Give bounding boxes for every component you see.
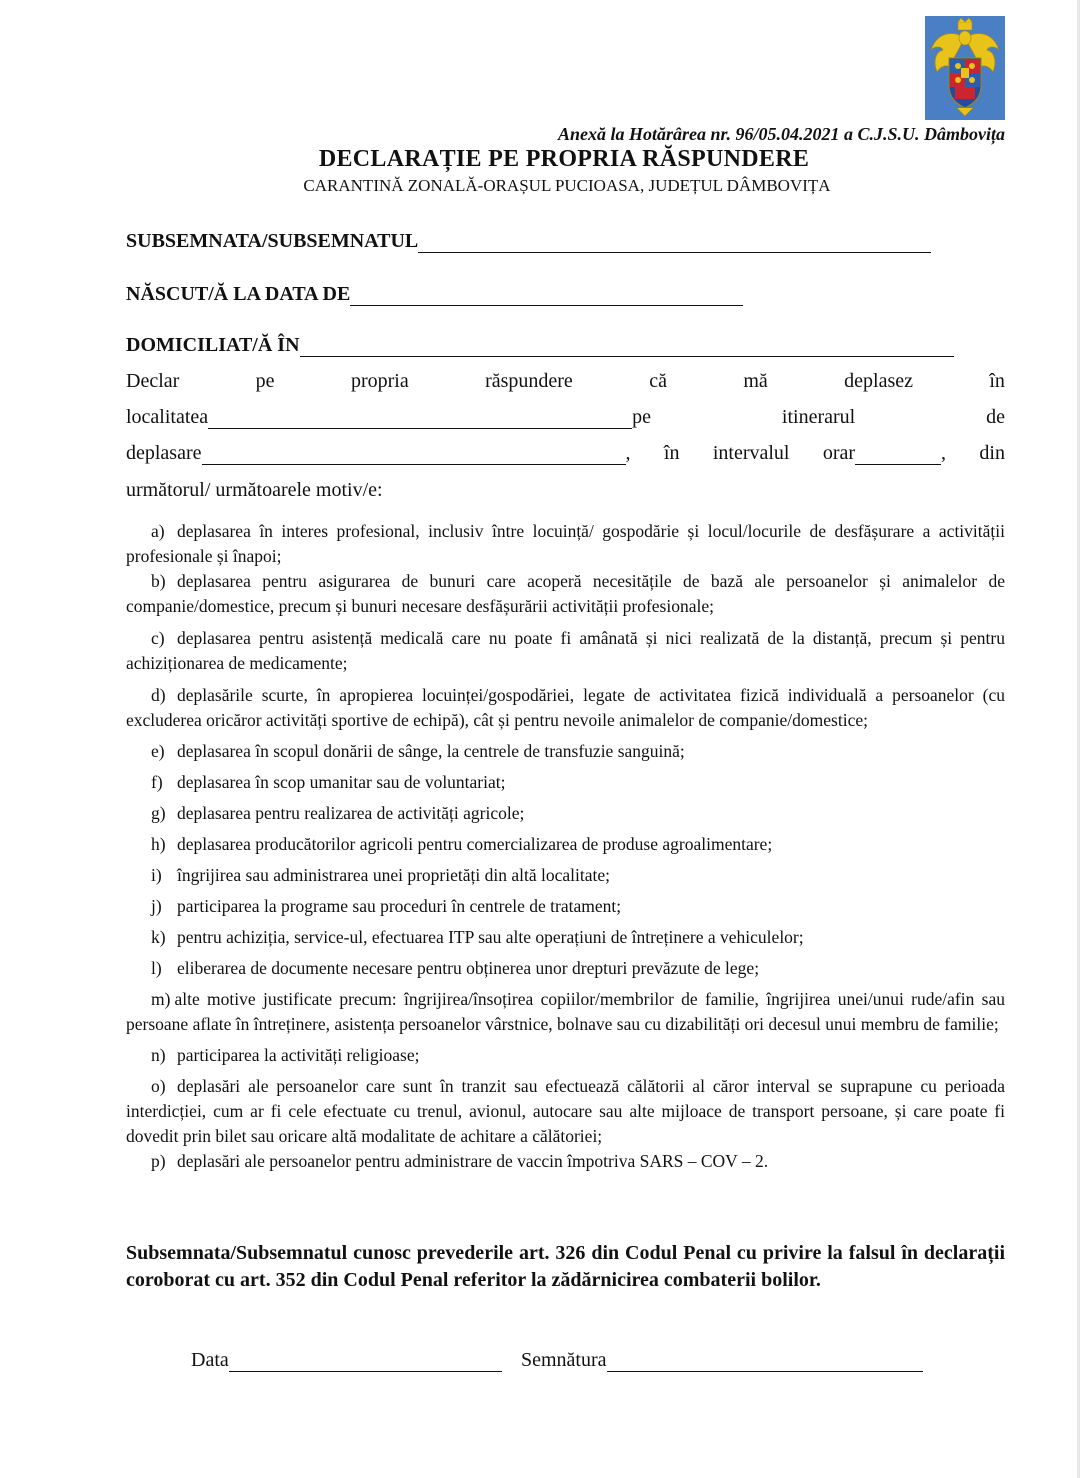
- birth-date-field: [126, 283, 743, 306]
- motive-c: [126, 626, 1005, 676]
- word: Declar: [126, 370, 180, 392]
- motive-m: [126, 987, 1005, 1037]
- motive-i: [126, 863, 1005, 888]
- motive-n: [126, 1043, 1005, 1068]
- motive-letter: i): [151, 865, 162, 885]
- motive-d: [126, 683, 1005, 733]
- word: pe: [632, 406, 652, 428]
- motive-text: deplasarea în interes profesional, inclusiv între locuință/ gospodărie și locul/locurile de desfășurare a activității profesionale și înapoi;: [126, 521, 1005, 566]
- word: propria: [350, 370, 409, 392]
- motive-text: participarea la programe sau proceduri în centrele de tratament;: [177, 896, 622, 916]
- motive-text: deplasarea producătorilor agricoli pentru comercializarea de produse agroalimentare;: [177, 834, 773, 854]
- motive-letter: k): [151, 927, 166, 947]
- name-label: SUBSEMNATA/SUBSEMNATUL: [126, 230, 419, 252]
- motive-g: [126, 801, 1005, 826]
- signature-label: Semnătura: [521, 1349, 607, 1371]
- word: intervalul: [712, 442, 790, 464]
- motive-a: [126, 519, 1005, 569]
- word: din: [979, 442, 1005, 464]
- motive-h: [126, 832, 1005, 857]
- date-label: Data: [191, 1349, 229, 1371]
- word: mă: [743, 370, 768, 392]
- motive-e: [126, 739, 1005, 764]
- signature-field: [521, 1349, 923, 1372]
- motive-letter: e): [151, 741, 165, 761]
- motive-f: [126, 770, 1005, 795]
- motive-text: deplasarea în scop umanitar sau de voluntariat;: [177, 772, 506, 792]
- route-label: deplasare: [126, 442, 202, 464]
- motive-text: eliberarea de documente necesare pentru obținerea unor drepturi prevăzute de lege;: [177, 958, 760, 978]
- coat-of-arms-icon: [925, 16, 1005, 120]
- motive-text: alte motive justificate precum: îngrijirea/însoțirea copiilor/membrilor de familie, îngrijirea unei/unui rude/afin sau persoane aflate în întreținere, asistența persoanelor vârstnice, bolnave sau cu dizabilități ori decesul unui membru de familie;: [126, 989, 1005, 1034]
- declaration-line-3: [126, 442, 1005, 465]
- motive-text: deplasarea în scopul donării de sânge, la centrele de transfuzie sanguină;: [177, 741, 685, 761]
- motive-text: deplasări ale persoanelor pentru administrare de vaccin împotriva SARS – COV – 2.: [177, 1151, 769, 1171]
- word: pe: [255, 370, 275, 392]
- birth-date-input-line[interactable]: [350, 287, 743, 306]
- legal-warning: Subsemnata/Subsemnatul cunosc prevederile art. 326 din Codul Penal cu privire la falsul în declarații coroborat cu art. 352 din Codul Penal referitor la zădărnicirea combaterii bolilor.: [126, 1242, 1005, 1291]
- comma: ,: [941, 442, 947, 464]
- word: itinerarul: [781, 406, 856, 428]
- motive-j: [126, 894, 1005, 919]
- route-input-line[interactable]: [202, 446, 626, 465]
- motive-text: deplasarea pentru asistență medicală care nu poate fi amânată și nici realizată de la distanță, precum și pentru achiziționarea de medicamente;: [126, 628, 1005, 673]
- motive-letter: j): [151, 896, 162, 916]
- motive-letter: n): [151, 1045, 166, 1065]
- motive-letter: p): [151, 1151, 166, 1171]
- motive-text: deplasarea pentru asigurarea de bunuri care acoperă necesitățile de bază ale persoanelor și animalelor de companie/domestice, precum și bunuri necesare desfășurării activității profesionale;: [126, 571, 1005, 616]
- date-field: [191, 1349, 502, 1372]
- birth-date-label: NĂSCUT/Ă LA DATA DE: [126, 283, 351, 305]
- word: că: [649, 370, 667, 392]
- time-interval-input-line[interactable]: [855, 446, 941, 465]
- locality-input-line[interactable]: [208, 410, 632, 429]
- motive-letter: f): [151, 772, 163, 792]
- document-title: DECLARAȚIE PE PROPRIA RĂSPUNDERE: [318, 146, 810, 172]
- domicile-label: DOMICILIAT/Ă ÎN: [126, 334, 300, 356]
- word: deplasez: [844, 370, 913, 392]
- word: de: [986, 406, 1005, 428]
- word: răspundere: [485, 370, 573, 392]
- motive-l: [126, 956, 1005, 981]
- document-subtitle: CARANTINĂ ZONALĂ-ORAȘUL PUCIOASA, JUDEȚUL DÂMBOVIȚA: [303, 176, 831, 195]
- motive-letter: a): [151, 521, 165, 541]
- name-input-line[interactable]: [418, 234, 931, 253]
- word: orar: [822, 442, 856, 464]
- motive-k: [126, 925, 1005, 950]
- annex-reference: Anexă la Hotărârea nr. 96/05.04.2021 a C.J.S.U. Dâmbovița: [557, 124, 1005, 144]
- domicile-field: [126, 334, 954, 357]
- motive-text: participarea la activități religioase;: [177, 1045, 420, 1065]
- declaration-line-2: [126, 406, 1005, 429]
- motive-letter: c): [151, 628, 165, 648]
- motive-text: deplasarea pentru realizarea de activități agricole;: [177, 803, 525, 823]
- name-field: [126, 230, 931, 253]
- motive-letter: m): [151, 989, 171, 1009]
- word: în: [663, 442, 680, 464]
- motive-text: deplasările scurte, în apropierea locuinței/gospodăriei, legate de activitatea fizică individuală a persoanelor (cu excluderea oricăror activități sportive de echipă), cât și pentru nevoile animalelor de companie/domestice;: [126, 685, 1005, 730]
- locality-label: localitatea: [126, 406, 209, 428]
- declaration-line-1: [126, 370, 1005, 393]
- motive-text: deplasări ale persoanelor care sunt în tranzit sau efectuează călătorii al căror interval se suprapune cu perioada interdicției, cum ar fi cele efectuate cu trenul, avionul, autocare sau alte mijloace de transport persoane, și care poate fi dovedit prin bilet sau oricare altă modalitate de achitare a călătoriei;: [126, 1076, 1005, 1146]
- word: în: [989, 370, 1005, 392]
- comma: ,: [625, 442, 631, 464]
- motive-b: [126, 569, 1005, 619]
- motive-letter: o): [151, 1076, 166, 1096]
- date-input-line[interactable]: [229, 1353, 502, 1372]
- motive-o: [126, 1074, 1005, 1149]
- motive-letter: d): [151, 685, 166, 705]
- motives-list: [126, 519, 1005, 1174]
- motive-text: îngrijirea sau administrarea unei proprietăți din altă localitate;: [177, 865, 610, 885]
- motive-letter: h): [151, 834, 166, 854]
- motive-text: pentru achiziția, service-ul, efectuarea ITP sau alte operațiuni de întreținere a vehiculelor;: [177, 927, 804, 947]
- motive-letter: b): [151, 571, 166, 591]
- domicile-input-line[interactable]: [300, 338, 954, 357]
- motive-letter: l): [151, 958, 162, 978]
- motives-intro: următorul/ următoarele motiv/e:: [126, 479, 383, 501]
- signature-input-line[interactable]: [607, 1353, 923, 1372]
- motive-letter: g): [151, 803, 166, 823]
- motive-p: [126, 1149, 1005, 1174]
